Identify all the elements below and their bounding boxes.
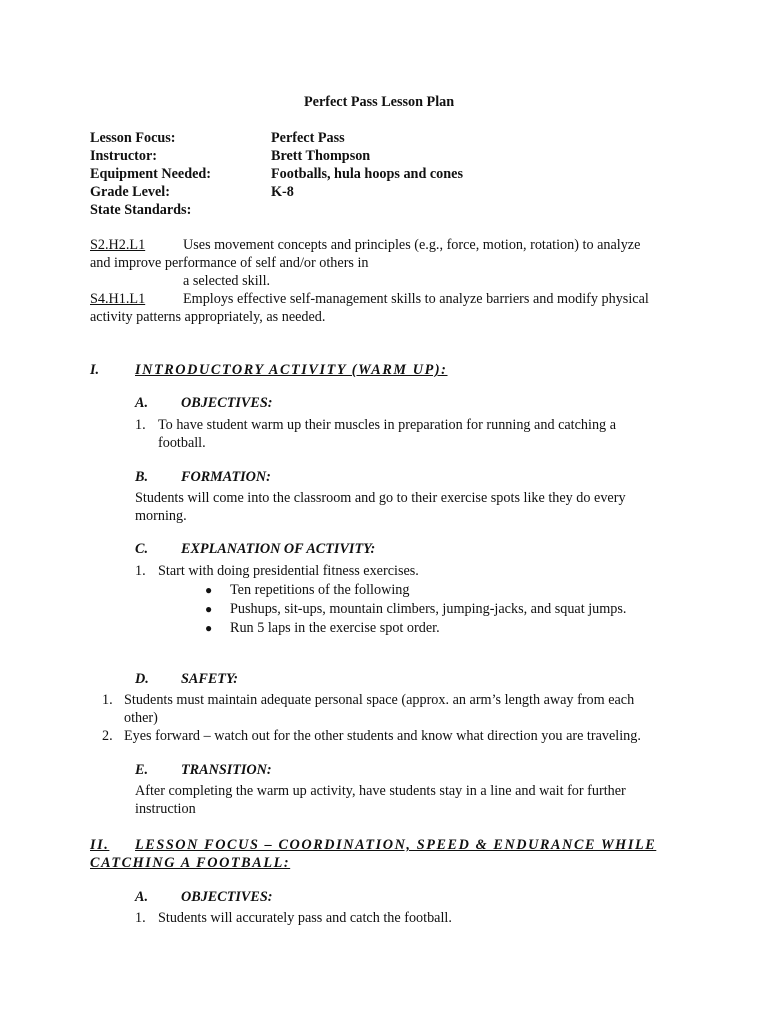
s1-objectives-item-line1: To have student warm up their muscles in preparation for running and catching a [158,417,616,433]
s1-safety-item-2-line1: Eyes forward – watch out for the other students and know what direction you are traveling. [124,728,641,744]
standard-text-1-line3: a selected skill. [183,273,271,289]
s2-objectives-title: OBJECTIVES: [181,889,273,905]
info-value-lesson-focus: Perfect Pass [271,130,345,146]
info-label-grade: Grade Level: [90,184,170,200]
info-label-standards: State Standards: [90,202,192,218]
s1-transition-letter: E. [135,762,149,778]
section-2-heading-line1: LESSON FOCUS – COORDINATION, SPEED & ENDURANCE WHILE [135,837,657,853]
s1-explanation-item: Start with doing presidential fitness exercises. [158,563,419,579]
section-1-numeral: I. [90,362,100,378]
info-label-equipment: Equipment Needed: [90,166,211,182]
info-value-equipment: Footballs, hula hoops and cones [271,166,463,182]
s1-objectives-letter: A. [135,395,149,411]
s2-objectives-item-num: 1. [135,910,146,926]
s1-formation-letter: B. [135,469,149,485]
s1-formation-line2: morning. [135,508,187,524]
standard-code-1: S2.H2.L1 [90,237,146,253]
s2-objectives-item: Students will accurately pass and catch the football. [158,910,452,926]
s1-explanation-bullet-2: Pushups, sit-ups, mountain climbers, jumping-jacks, and squat jumps. [230,601,627,617]
s1-safety-item-1-line1: Students must maintain adequate personal space (approx. an arm’s length away from each [124,692,635,708]
info-value-grade: K-8 [271,184,294,200]
section-2-numeral: II. [90,837,110,853]
standard-text-1-line2: and improve performance of self and/or others in [90,255,369,271]
s1-explanation-title: EXPLANATION OF ACTIVITY: [181,541,376,557]
standard-text-1-line1: Uses movement concepts and principles (e.g., force, motion, rotation) to analyze [183,237,641,253]
bullet-icon: ● [205,583,213,597]
info-label-instructor: Instructor: [90,148,157,164]
standard-text-2-line2: activity patterns appropriately, as needed. [90,309,326,325]
bullet-icon: ● [205,621,213,635]
s1-explanation-item-num: 1. [135,563,146,579]
page-title: Perfect Pass Lesson Plan [304,94,455,110]
s1-explanation-bullet-3: Run 5 laps in the exercise spot order. [230,620,440,636]
s1-safety-title: SAFETY: [181,671,239,687]
standard-code-2: S4.H1.L1 [90,291,146,307]
s1-transition-line2: instruction [135,801,196,817]
s1-explanation-bullet-1: Ten repetitions of the following [230,582,410,598]
info-label-lesson-focus: Lesson Focus: [90,130,176,146]
s1-formation-title: FORMATION: [181,469,271,485]
info-value-instructor: Brett Thompson [271,148,371,164]
standard-text-2-line1: Employs effective self-management skills to analyze barriers and modify physical [183,291,649,307]
section-2-heading-line2: CATCHING A FOOTBALL: [90,855,291,871]
s1-transition-title: TRANSITION: [181,762,272,778]
s1-safety-item-2-num: 2. [102,728,113,744]
s2-objectives-letter: A. [135,889,149,905]
s1-safety-letter: D. [135,671,149,687]
section-1-heading: INTRODUCTORY ACTIVITY (WARM UP): [135,362,448,378]
s1-safety-item-1-num: 1. [102,692,113,708]
s1-explanation-letter: C. [135,541,149,557]
s1-safety-item-1-line2: other) [124,710,158,726]
s1-objectives-item-line2: football. [158,435,206,451]
s1-transition-line1: After completing the warm up activity, have students stay in a line and wait for further [135,783,626,799]
s1-formation-line1: Students will come into the classroom and go to their exercise spots like they do every [135,490,626,506]
s1-objectives-item-num: 1. [135,417,146,433]
bullet-icon: ● [205,602,213,616]
s1-objectives-title: OBJECTIVES: [181,395,273,411]
